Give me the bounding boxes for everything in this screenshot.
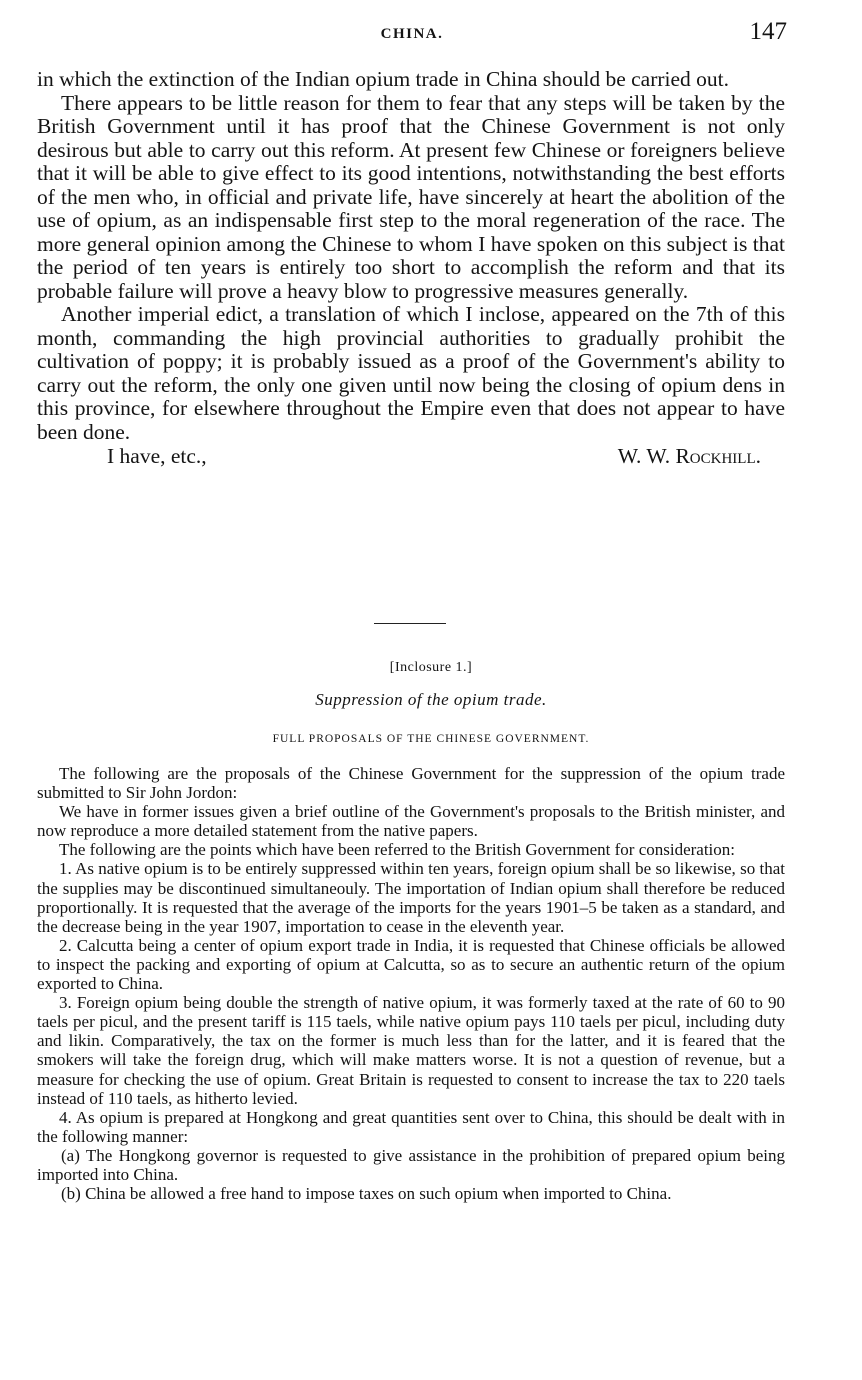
letter-paragraph: Another imperial edict, a translation of which I inclose, appeared on the 7th of this month, commanding the high provincial authorities to gradually prohibit the cultivation of poppy; it is probably issued as a proof of the Government's ability to carry out the reform, the only one given until now being the closing of opium dens in this province, for elsewhere throughout the Empire even that does not appear to have been done. [37, 302, 785, 444]
page-number: 147 [749, 18, 787, 45]
running-head: CHINA. [380, 26, 444, 42]
section-heading: FULL PROPOSALS OF THE CHINESE GOVERNMENT. [272, 733, 590, 745]
letter-closing [37, 445, 785, 471]
inclosure-paragraph: The following are the points which have been referred to the British Government for consideration: [59, 840, 736, 860]
proposal-item: 3. Foreign opium being double the strength of native opium, it was formerly taxed at the rate of 60 to 90 taels per picul, and the present tariff is 115 taels, while native opium pays 110 taels per picul, including duty and likin. Comparatively, the tax on the former is much less than for the latter, and it is feared that the smokers will take the foreign drug, which will make matters worse. It is not a question of revenue, but a measure for checking the use of opium. Great Britain is requested to consent to increase the tax to 220 taels instead of 110 taels, as hitherto levied. [37, 993, 785, 1108]
signature-initials: W. W. [617, 444, 671, 468]
inclosure-paragraph: We have in former issues given a brief outline of the Government's proposals to the British minister, and now reproduce a more detailed statement from the native papers. [37, 802, 785, 841]
inclosure-subject: Suppression of the opium trade. [315, 690, 547, 709]
signature [618, 445, 761, 469]
proposal-subitem: (a) The Hongkong governor is requested to give assistance in the prohibition of prepared opium being imported into China. [37, 1145, 785, 1184]
inclosure-label: [Inclosure 1.] [389, 660, 473, 675]
section-divider [374, 623, 446, 624]
proposal-item: 2. Calcutta being a center of opium export trade in India, it is requested that Chinese officials be allowed to inspect the packing and exporting of opium at Calcutta, so as to secure an authentic return of the opium exported to China. [37, 935, 785, 994]
inclosure-body [37, 764, 785, 1203]
letter-paragraph: in which the extinction of the Indian opium trade in China should be carried out. [37, 67, 730, 91]
proposal-item: 1. As native opium is to be entirely suppressed within ten years, foreign opium shall be so likewise, so that the supplies may be discontinued simultaneouly. The importation of Indian opium shall therefore be reduced proportionally. It is requested that the average of the imports for the years 1901–5 be taken as a standard, and the decrease being in the year 1907, importation to cease in the eleventh year. [37, 859, 785, 936]
signature-surname: Rockhill. [675, 444, 761, 468]
letter-body [37, 68, 785, 471]
closing-salutation: I have, etc., [107, 444, 207, 468]
proposal-subitem: (b) China be allowed a free hand to impose taxes on such opium when imported to China. [61, 1184, 672, 1204]
letter-paragraph: There appears to be little reason for them to fear that any steps will be taken by the British Government until it has proof that the Chinese Government is not only desirous but able to carry out this reform. At present few Chinese or foreigners believe that it will be able to give effect to its good intentions, notwithstanding the best efforts of the men who, in official and private life, have sincerely at heart the abolition of the use of opium, as an indispensable first step to the moral regeneration of the race. The more general opinion among the Chinese to whom I have spoken on this subject is that the period of ten years is entirely too short to accomplish the reform and that its probable failure will prove a heavy blow to progressive measures generally. [37, 90, 785, 303]
page-header [37, 18, 787, 48]
proposal-item: 4. As opium is prepared at Hongkong and great quantities sent over to China, this should be dealt with in the following manner: [37, 1107, 785, 1146]
inclosure-paragraph: The following are the proposals of the Chinese Government for the suppression of the opium trade submitted to Sir John Jordon: [37, 764, 785, 803]
